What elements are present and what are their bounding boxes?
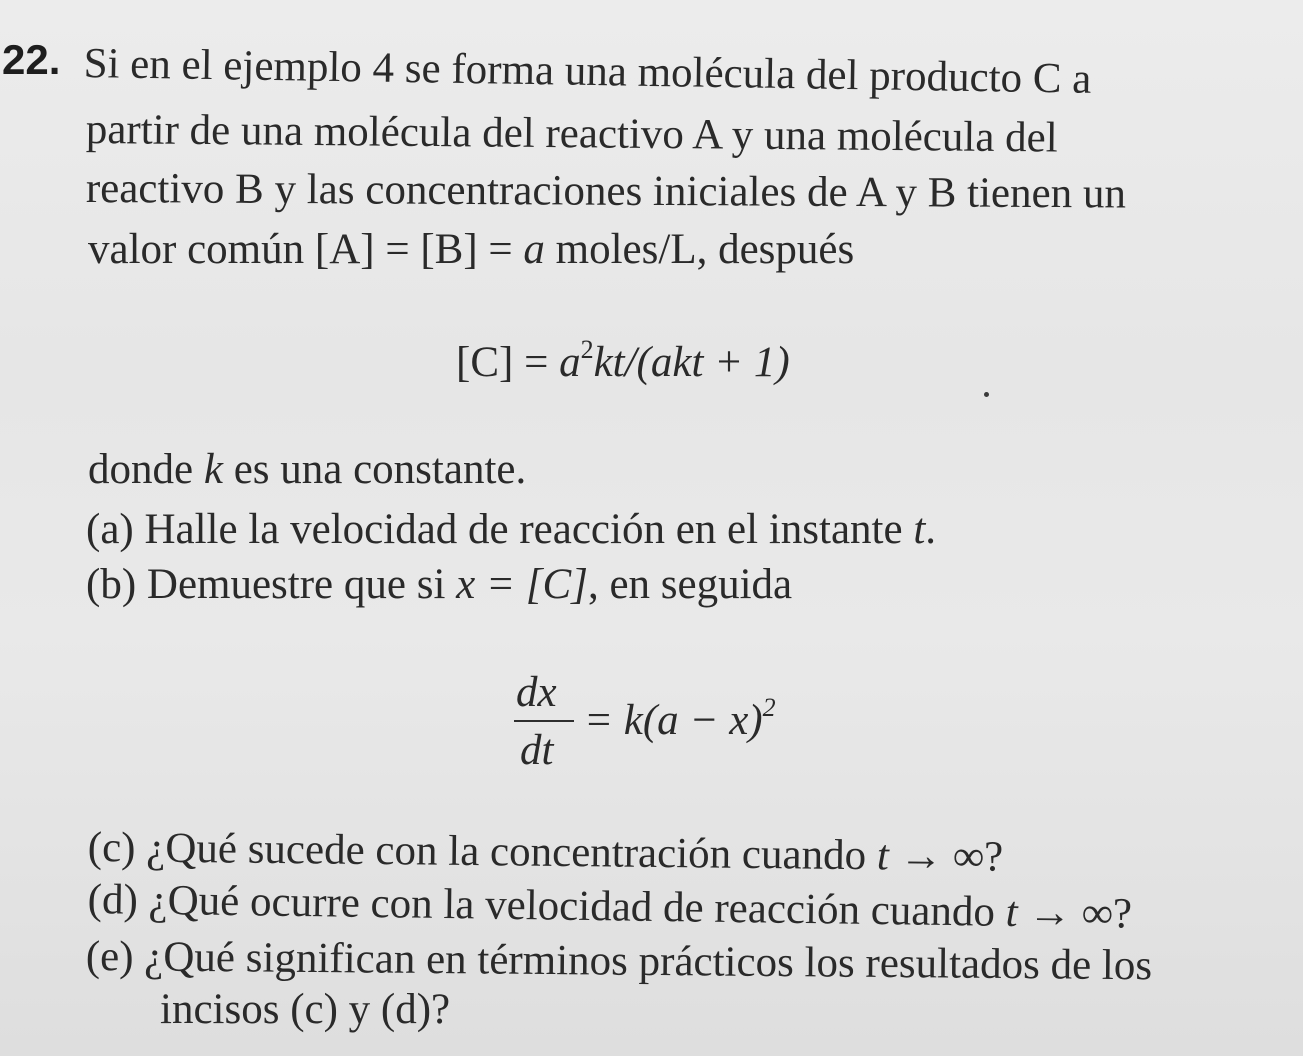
part-c — [88, 826, 1004, 879]
part-e-line-2: incisos (c) y (d)? — [160, 986, 451, 1033]
part-d-suffix: ? — [1112, 890, 1133, 938]
line4-var: a — [523, 226, 545, 273]
part-d — [87, 878, 1132, 936]
fraction-numerator: dx — [516, 669, 557, 716]
part-c-math: t → ∞ — [876, 832, 985, 881]
fraction-denominator: dt — [520, 727, 554, 774]
part-d-prefix: (d) ¿Qué ocurre con la velocidad de reacción cuando — [87, 876, 1007, 936]
stray-dot — [984, 392, 989, 397]
line4-suffix: moles/L, después — [544, 226, 855, 273]
fraction-bar — [514, 720, 574, 722]
part-a-suffix: . — [925, 506, 937, 553]
part-b — [86, 563, 792, 606]
constant-suffix: es una constante. — [222, 446, 527, 493]
problem-number: 22. — [2, 36, 61, 83]
part-d-math: t → ∞ — [1005, 888, 1114, 938]
concentration-equation — [456, 335, 790, 387]
eq1-lhs: [C] = — [456, 339, 560, 386]
eq1-a: a — [559, 339, 581, 386]
part-e-line-1: (e) ¿Qué significan en términos prácticos los resultados de los — [85, 933, 1153, 990]
equation-rhs — [584, 693, 776, 745]
eq1-exponent: 2 — [580, 335, 594, 364]
constant-var: k — [203, 446, 223, 493]
intro-line-4 — [88, 228, 854, 271]
part-c-prefix: (c) ¿Qué sucede con la concentración cuando — [87, 824, 878, 880]
part-b-prefix: (b) Demuestre que si — [86, 561, 457, 608]
part-b-math: x = [C] — [456, 561, 588, 608]
intro-line-2: partir de una molécula del reactivo A y una molécula del — [85, 106, 1058, 162]
part-c-suffix: ? — [983, 833, 1004, 881]
intro-line-3: reactivo B y las concentraciones iniciales de A y B tienen un — [85, 165, 1127, 218]
part-a-prefix: (a) Halle la velocidad de reacción en el instante — [86, 506, 914, 553]
differential-equation — [510, 668, 830, 778]
eq2-exponent: 2 — [762, 693, 776, 722]
part-b-suffix: , en seguida — [587, 561, 793, 608]
eq1-rest: kt/(akt + 1) — [593, 339, 790, 386]
part-a — [86, 508, 936, 551]
constant-prefix: donde — [88, 446, 204, 493]
intro-line-1: Si en el ejemplo 4 se forma una molécula del producto C a — [83, 40, 1092, 103]
eq2-rhs: = k(a − x) — [584, 697, 763, 744]
part-a-var: t — [913, 506, 926, 553]
constant-line — [88, 448, 526, 491]
line4-prefix: valor común [A] = [B] = — [88, 226, 524, 273]
